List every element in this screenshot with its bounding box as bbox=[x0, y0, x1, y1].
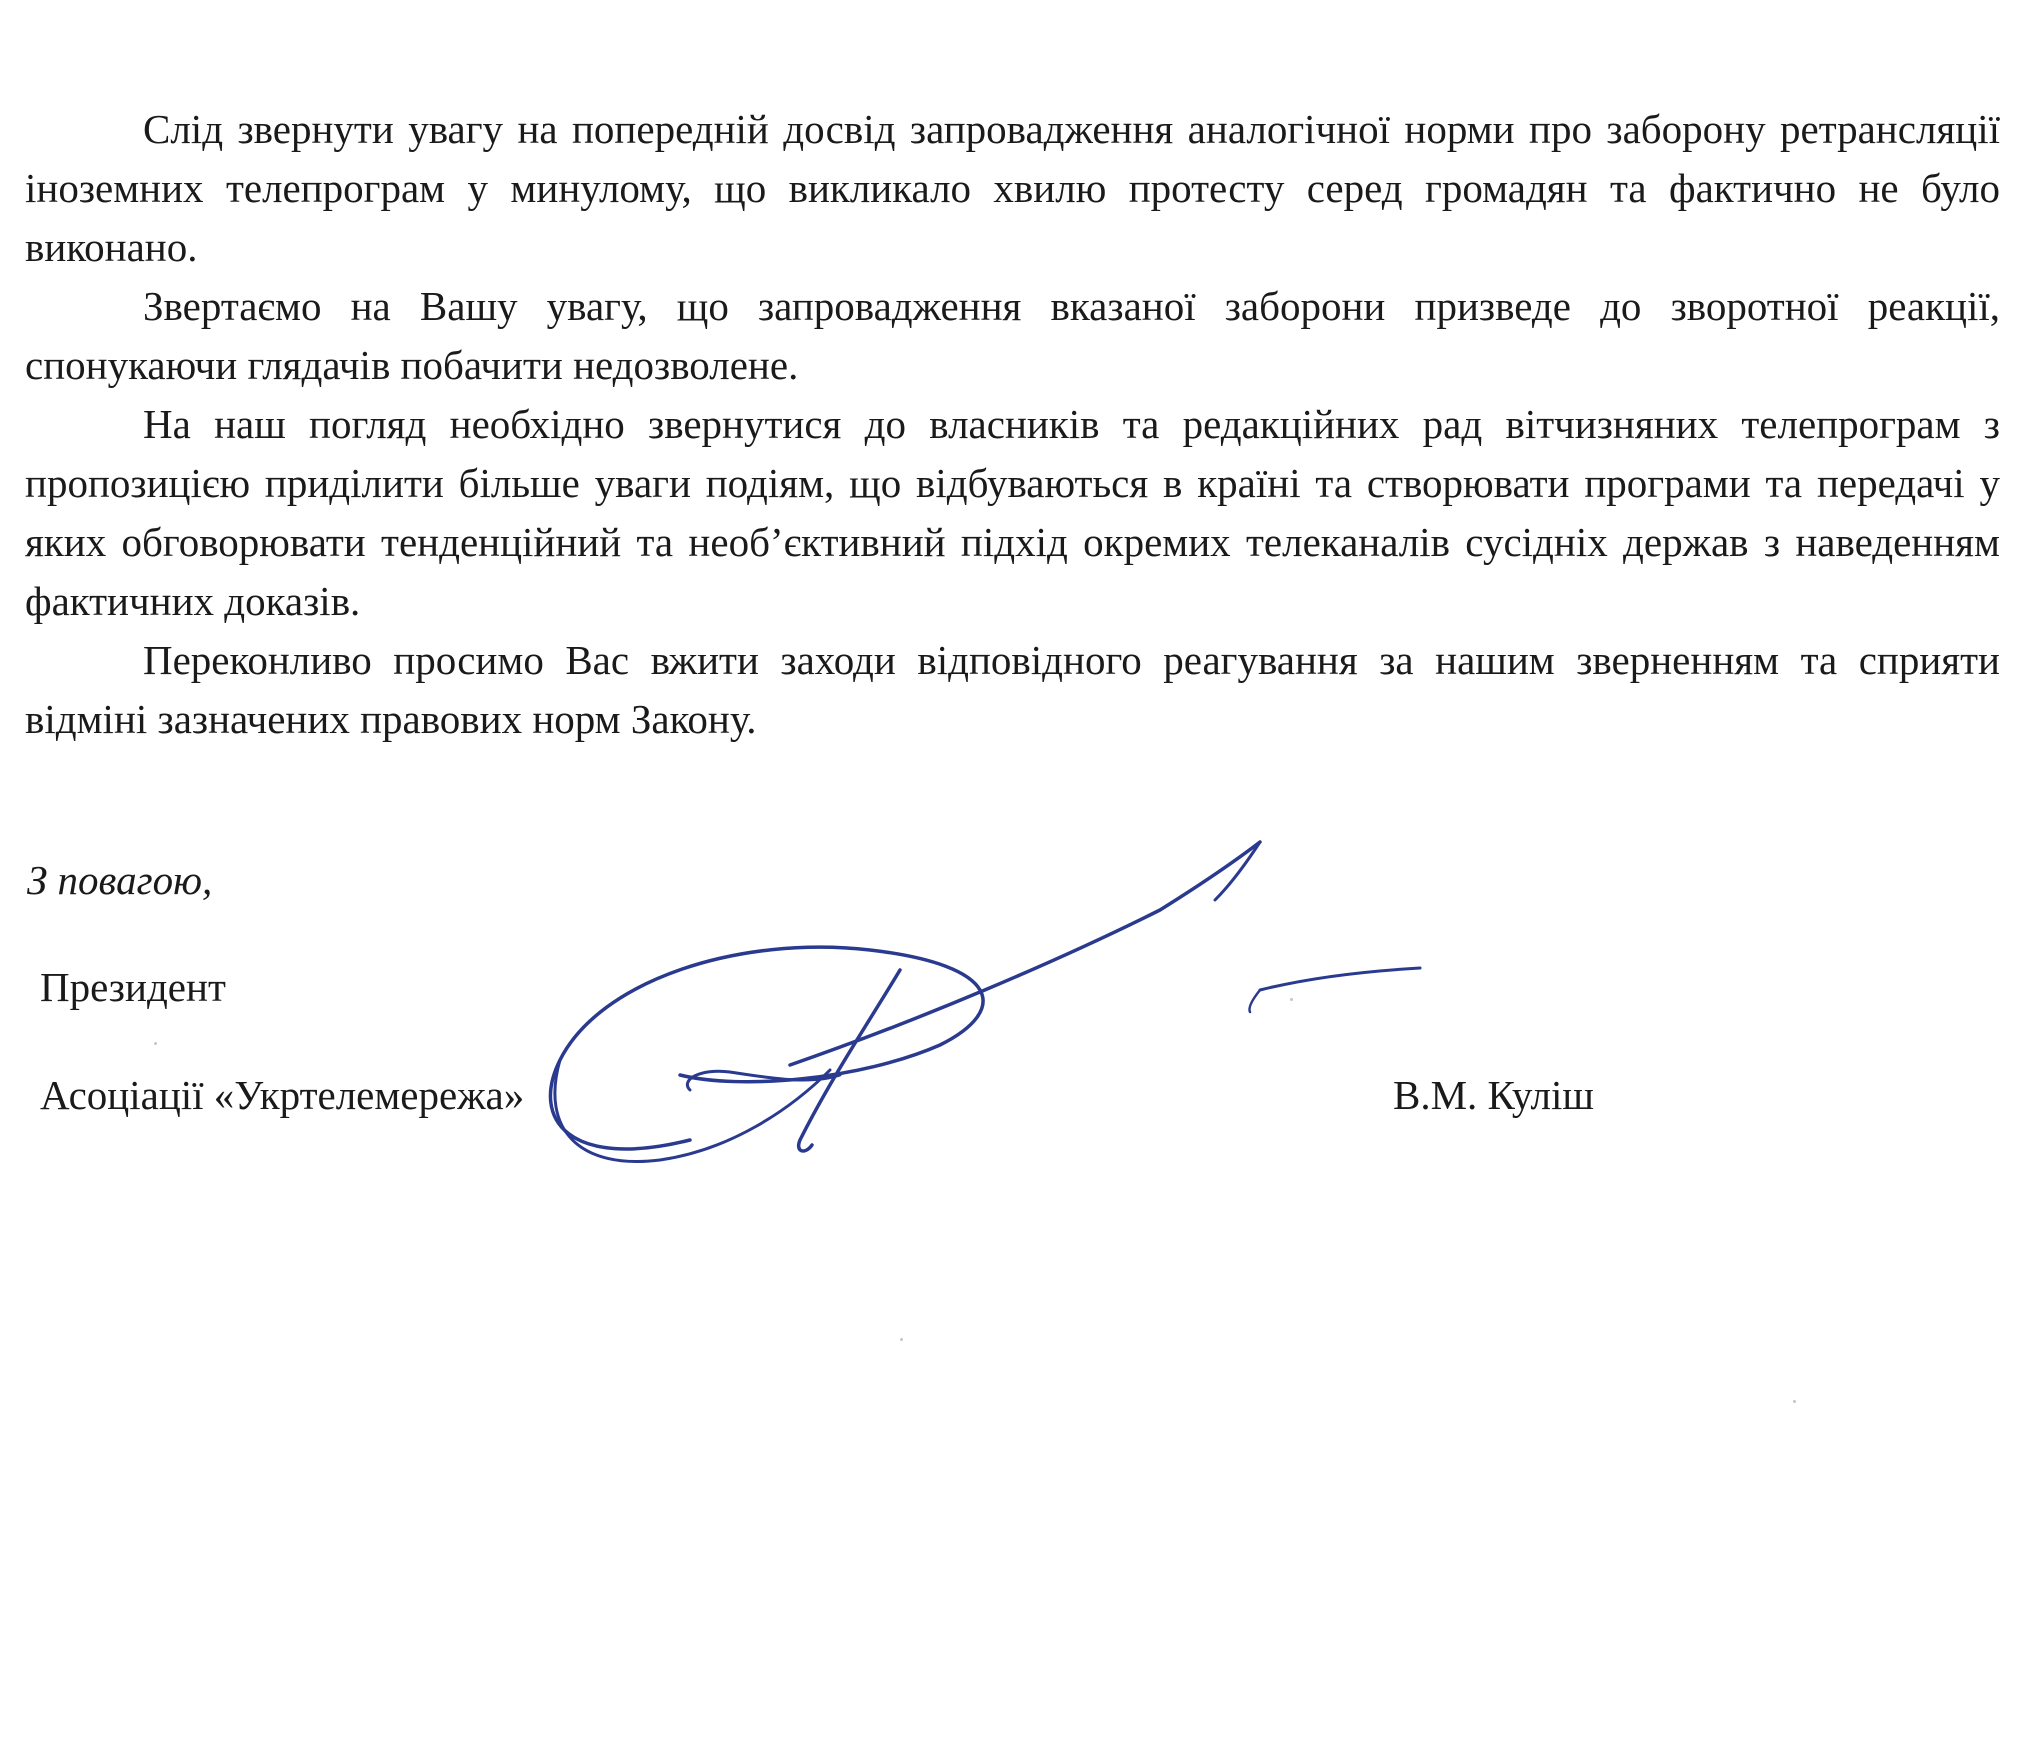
signatory-position: Президент bbox=[40, 964, 226, 1010]
scan-speck bbox=[1290, 998, 1293, 1001]
signatory-organization: Асоціації «Укртелемережа» bbox=[40, 1072, 525, 1118]
paragraph-reverse-reaction: Звертаємо на Вашу увагу, що запровадження вказаної заборони призведе до зворотної реакції, спонукаючи глядачів побачити недозволене. bbox=[25, 283, 2000, 388]
scan-speck bbox=[1793, 1400, 1796, 1403]
closing-phrase: З повагою, bbox=[27, 857, 213, 903]
signatory-name: В.М. Куліш bbox=[1393, 1072, 1594, 1118]
paragraph-request: Переконливо просимо Вас вжити заходи відповідного реагування за нашим зверненням та сприяти відміні зазначених правових норм Закону. bbox=[25, 637, 2000, 742]
letter-body bbox=[25, 100, 2000, 749]
paragraph-proposal: На наш погляд необхідно звернутися до власників та редакційних рад вітчизняних телепрограм з пропозицією приділити більше уваги подіям, що відбуваються в країні та створювати програми та передачі у яких обговорювати тенденційний та необ’єктивний підхід окремих телеканалів сусідніх держав з наведенням фактичних доказів. bbox=[25, 401, 2000, 624]
signature-down-stroke bbox=[799, 970, 900, 1151]
signature-dash-tail bbox=[1249, 990, 1260, 1012]
signature-dash-stroke bbox=[1260, 968, 1420, 990]
scan-speck bbox=[900, 1338, 903, 1341]
scan-speck bbox=[154, 1042, 157, 1045]
handwritten-signature bbox=[540, 840, 1460, 1240]
paragraph-previous-experience: Слід звернути увагу на попередній досвід запровадження аналогічної норми про заборону ретрансляції іноземних телепрограм у минулому, що викликало хвилю протесту серед громадян та фактично не було виконано. bbox=[25, 106, 2000, 270]
